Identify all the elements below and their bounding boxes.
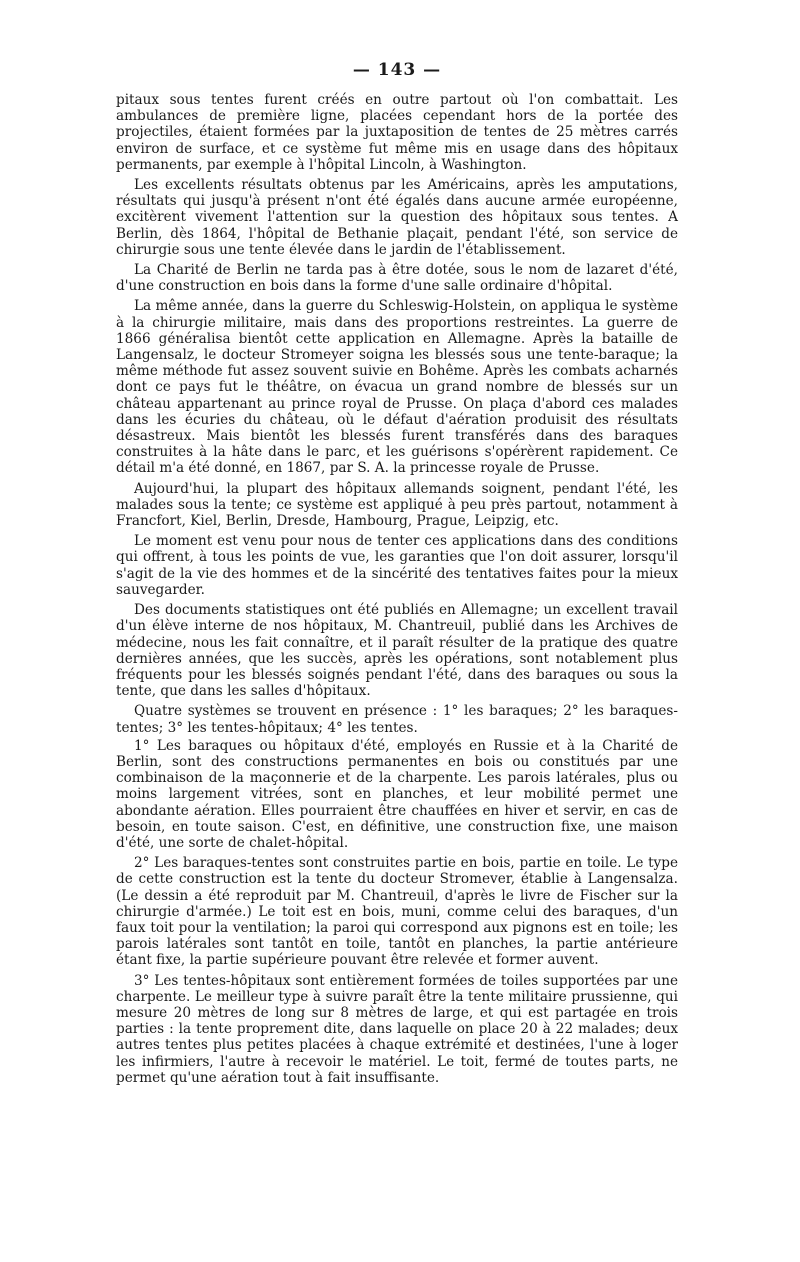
paragraph: La Charité de Berlin ne tarda pas à être dotée, sous le nom de lazaret d'été, d'une construction en bois dans la forme d'une salle ordinaire d'hôpital. [116, 262, 678, 295]
paragraph: Des documents statistiques ont été publiés en Allemagne; un excellent travail d'un élève interne de nos hôpitaux, M. Chantreuil, publié dans les Archives de médecine, nous les fait connaître, et il paraît résulter de la pratique des quatre dernières années, que les succès, après les opérations, sont notablement plus fréquents pour les blessés soignés pendant l'été, dans des baraques ou sous la tente, que dans les salles d'hôpitaux. [116, 602, 678, 700]
paragraph: Les excellents résultats obtenus par les Américains, après les amputations, résultats qui jusqu'à présent n'ont été égalés dans aucune armée européenne, excitèrent vivement l'attention sur la question des hôpitaux sous tentes. A Berlin, dès 1864, l'hôpital de Bethanie plaçait, pendant l'été, son service de chirurgie sous une tente élevée dans le jardin de l'établissement. [116, 177, 678, 258]
document-page [116, 58, 678, 1090]
paragraph: 2° Les baraques-tentes sont construites partie en bois, partie en toile. Le type de cette construction est la tente du docteur Stromever, établie à Langensalza. (Le dessin a été reproduit par M. Chantreuil, d'après le livre de Fischer sur la chirurgie d'armée.) Le toit est en bois, muni, comme celui des baraques, d'un faux toit pour la ventilation; la paroi qui correspond aux pignons est en toile; les parois latérales sont tantôt en toile, tantôt en planches, la partie antérieure étant fixe, la partie supérieure pouvant être relevée et former auvent. [116, 855, 678, 969]
page-number: — 143 — [352, 60, 442, 80]
paragraph: 1° Les baraques ou hôpitaux d'été, employés en Russie et à la Charité de Berlin, sont des constructions permanentes en bois ou constitués par une combinaison de la maçonnerie et de la charpente. Les parois latérales, plus ou moins largement vitrées, sont en planches, et leur mobilité permet une abondante aération. Elles pourraient être chauffées en hiver et servir, en cas de besoin, en toute saison. C'est, en définitive, une construction fixe, une maison d'été, une sorte de chalet-hôpital. [116, 737, 678, 851]
paragraph: Quatre systèmes se trouvent en présence : 1° les baraques; 2° les baraques-tentes; 3° les tentes-hôpitaux; 4° les tentes. [116, 703, 678, 736]
paragraph: 3° Les tentes-hôpitaux sont entièrement formées de toiles supportées par une charpente. Le meilleur type à suivre paraît être la tente militaire prussienne, qui mesure 20 mètres de long sur 8 mètres de large, et qui est partagée en trois parties : la tente proprement dite, dans laquelle on place 20 à 22 malades; deux autres tentes plus petites placées à chaque extrémité et destinées, l'une à loger les infirmiers, l'autre à recevoir le matériel. Le toit, fermé de toutes parts, ne permet qu'une aération tout à fait insuffisante. [116, 972, 678, 1086]
paragraph: pitaux sous tentes furent créés en outre partout où l'on combattait. Les ambulances de première ligne, placées cependant hors de la portée des projectiles, étaient formées par la juxtaposition de tentes de 25 mètres carrés environ de surface, et ce système fut même mis en usage dans des hôpitaux permanents, par exemple à l'hôpital Lincoln, à Washington. [116, 92, 678, 173]
paragraph: Le moment est venu pour nous de tenter ces applications dans des conditions qui offrent, à tous les points de vue, les garanties que l'on doit assurer, lorsqu'il s'agit de la vie des hommes et de la sincérité des tentatives faites pour la mieux sauvegarder. [116, 533, 678, 598]
paragraph: Aujourd'hui, la plupart des hôpitaux allemands soignent, pendant l'été, les malades sous la tente; ce système est appliqué à peu près partout, notamment à Francfort, Kiel, Berlin, Dresde, Hambourg, Prague, Leipzig, etc. [116, 480, 678, 530]
paragraph: La même année, dans la guerre du Schleswig-Holstein, on appliqua le système à la chirurgie militaire, mais dans des proportions restreintes. La guerre de 1866 généralisa bientôt cette application en Allemagne. Après la bataille de Langensalz, le docteur Stromeyer soigna les blessés sous une tente-baraque; la même méthode fut assez souvent suivie en Bohême. Après les combats acharnés dont ce pays fut le théâtre, on évacua un grand nombre de blessés sur un château appartenant au prince royal de Prusse. On plaça d'abord ces malades dans les écuries du château, où le défaut d'aération produisit des résultats désastreux. Mais bientôt les blessés furent transférés dans des baraques construites à la hâte dans le parc, et les guérisons s'opérèrent rapidement. Ce détail m'a été donné, en 1867, par S. A. la princesse royale de Prusse. [116, 298, 678, 477]
